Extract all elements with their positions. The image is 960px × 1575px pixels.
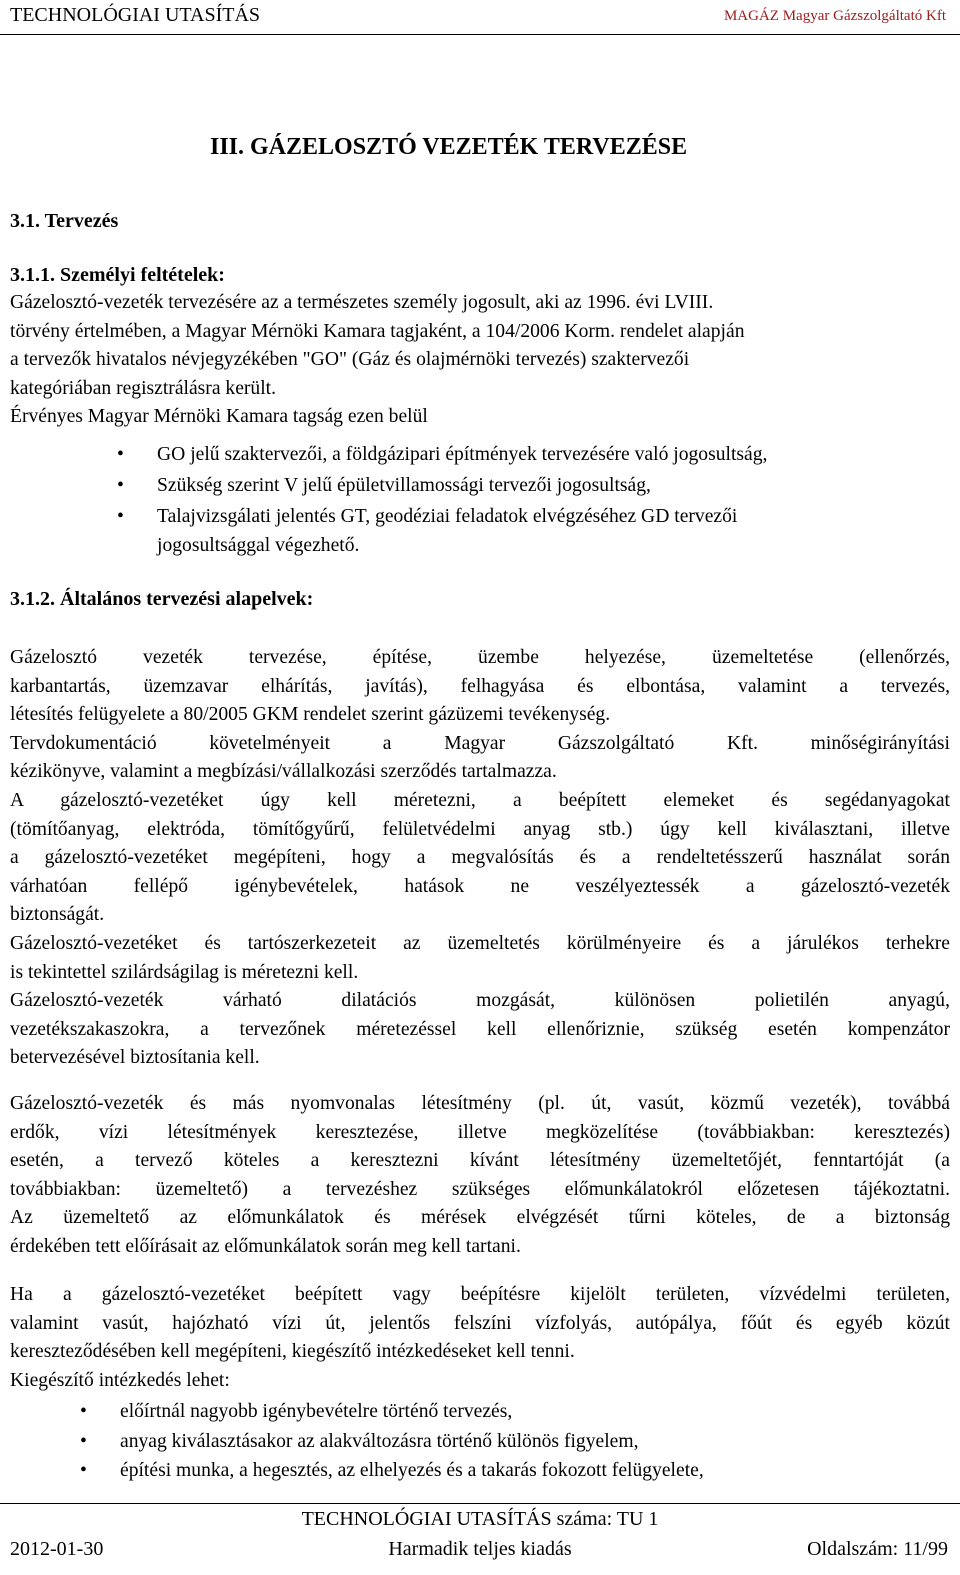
- header-company: MAGÁZ Magyar Gázszolgáltató Kft: [723, 8, 946, 24]
- text-line: kézikönyve, valamint a megbízási/vállalkozási szerződés tartalmazza.: [10, 761, 557, 783]
- text-line: vezetékszakaszokra, a tervezőnek méretezéssel kell ellenőriznie, szükség esetén kompenzátor: [10, 1018, 950, 1040]
- footer-page-number: Oldalszám: 11/99: [807, 1538, 948, 1560]
- section-heading-3-1-1: 3.1.1. Személyi feltételek:: [10, 264, 225, 286]
- text-line: Gázelosztó-vezeték várható dilatációs mozgását, különösen polietilén anyagú,: [10, 990, 950, 1012]
- bullet-icon: •: [80, 1401, 87, 1422]
- text-line: érdekében tett előírásait az előmunkálatok során meg kell tartani.: [10, 1235, 521, 1257]
- list-item: [80, 1398, 513, 1427]
- text-line: létesítés felügyelete a 80/2005 GKM rendelet szerint gázüzemi tevékenység.: [10, 704, 611, 726]
- text-line: karbantartás, üzemzavar elhárítás, javítás), felhagyása és elbontása, valamint a tervezés,: [10, 675, 950, 697]
- text-line: Gázelosztó-vezeték és más nyomvonalas létesítmény (pl. út, vasút, közmű vezeték), továbbá: [10, 1093, 950, 1114]
- bullet-icon: •: [117, 444, 124, 465]
- list-item-text: építési munka, a hegesztés, az elhelyezés és a takarás fokozott felügyelete,: [120, 1460, 704, 1481]
- bullet-icon: •: [80, 1431, 87, 1452]
- list-item-text-continued: jogosultsággal végezhető.: [157, 534, 360, 556]
- list-item: [80, 1428, 639, 1457]
- text-line: várhatóan fellépő igénybevételek, hatások ne veszélyeztessék a gázelosztó-vezeték: [10, 875, 950, 897]
- bullet-icon: •: [117, 506, 124, 527]
- section-heading-3-1-2: 3.1.2. Általános tervezési alapelvek:: [10, 588, 314, 610]
- text-line: kereszteződésében kell megépíteni, kiegészítő intézkedéseket kell tenni.: [10, 1341, 575, 1363]
- text-line: Az üzemeltető az előmunkálatok és mérések elvégzését tűrni köteles, de a biztonság: [10, 1207, 950, 1229]
- text-line: is tekintettel szilárdságilag is méretezni kell.: [10, 961, 359, 983]
- list-item: [80, 1457, 704, 1486]
- crossing-text: [10, 1090, 950, 1262]
- text-line: Ha a gázelosztó-vezetéket beépített vagy beépítésre kijelölt területen, vízvédelmi területen,: [10, 1284, 950, 1305]
- text-line: Érvényes Magyar Mérnöki Kamara tagság ezen belül: [10, 406, 428, 428]
- text-line: esetén, a tervező köteles a keresztezni kívánt létesítmény üzemeltetőjét, fenntartóját (a: [10, 1150, 950, 1172]
- section-heading-3-1: 3.1. Tervezés: [10, 210, 119, 232]
- text-line: biztonságát.: [10, 904, 105, 926]
- list-item-text: anyag kiválasztásakor az alakváltozásra történő különös figyelem,: [120, 1431, 639, 1452]
- footer-date: 2012-01-30: [10, 1538, 104, 1560]
- bullet-icon: •: [80, 1460, 87, 1481]
- text-line: a tervezők hivatalos névjegyzékében "GO" (Gáz és olajmérnöki tervezés) szaktervezői: [10, 349, 690, 371]
- list-item: [117, 441, 768, 470]
- text-line: törvény értelmében, a Magyar Mérnöki Kamara tagjaként, a 104/2006 Korm. rendelet alapján: [10, 320, 745, 342]
- text-line: erdők, vízi létesítmények keresztezése, illetve megközelítése (továbbiakban: keresztezés): [10, 1121, 950, 1143]
- list-item-text: Szükség szerint V jelű épületvillamossági tervezői jogosultság,: [157, 475, 651, 496]
- list-item-text: Talajvizsgálati jelentés GT, geodéziai feladatok elvégzéséhez GD tervezői: [157, 506, 738, 527]
- list-item-text: előírtnál nagyobb igénybevételre történő tervezés,: [120, 1401, 513, 1422]
- bullet-icon: •: [117, 475, 124, 496]
- footer-edition: Harmadik teljes kiadás: [388, 1538, 572, 1560]
- header-title: TECHNOLÓGIAI UTASÍTÁS: [10, 4, 261, 26]
- list-item: [117, 472, 651, 501]
- text-line: továbbiakban: üzemeltető) a tervezéshez szükséges előmunkálatokról előzetesen tájékoztatni.: [10, 1178, 950, 1200]
- text-line: (tömítőanyag, elektróda, tömítőgyűrű, felületvédelmi anyag stb.) úgy kell kiválasztani, illetve: [10, 818, 950, 840]
- text-line: Gázelosztó-vezetéket és tartószerkezeteit az üzemeltetés körülményeire és a járulékos terhekre: [10, 932, 950, 954]
- text-line: Gázelosztó-vezeték tervezésére az a természetes személy jogosult, aki az 1996. évi LVIII.: [10, 292, 714, 313]
- text-line: a gázelosztó-vezetéket megépíteni, hogy a megvalósítás és a rendeltetésszerű használat során: [10, 847, 950, 869]
- general-principles-text: [10, 644, 950, 1073]
- text-line: valamint vasút, hajózható vízi út, jelentős felszíni vízfolyás, autópálya, főút és egyéb közút: [10, 1312, 950, 1334]
- text-line: A gázelosztó-vezetéket úgy kell méretezni, a beépített elemeket és segédanyagokat: [10, 789, 950, 811]
- text-line: Tervdokumentáció követelményeit a Magyar Gázszolgáltató Kft. minőségirányítási: [10, 732, 950, 754]
- text-line: betervezésével biztosítania kell.: [10, 1047, 260, 1069]
- page-header: [0, 0, 960, 35]
- personal-requirements-text: [10, 289, 950, 432]
- chapter-title: III. GÁZELOSZTÓ VEZETÉK TERVEZÉSE: [210, 134, 688, 160]
- page-footer: [0, 1503, 960, 1575]
- text-line: Kiegészítő intézkedés lehet:: [10, 1369, 230, 1391]
- list-item-text: GO jelű szaktervezői, a földgázipari építmények tervezésére való jogosultság,: [157, 444, 768, 465]
- text-line: Gázelosztó vezeték tervezése, építése, üzembe helyezése, üzemeltetése (ellenőrzés,: [10, 647, 950, 668]
- list-item: [117, 503, 738, 560]
- footer-document-number: TECHNOLÓGIAI UTASÍTÁS száma: TU 1: [301, 1508, 659, 1530]
- additional-measures-text: [10, 1281, 950, 1395]
- text-line: kategóriában regisztrálásra került.: [10, 377, 277, 399]
